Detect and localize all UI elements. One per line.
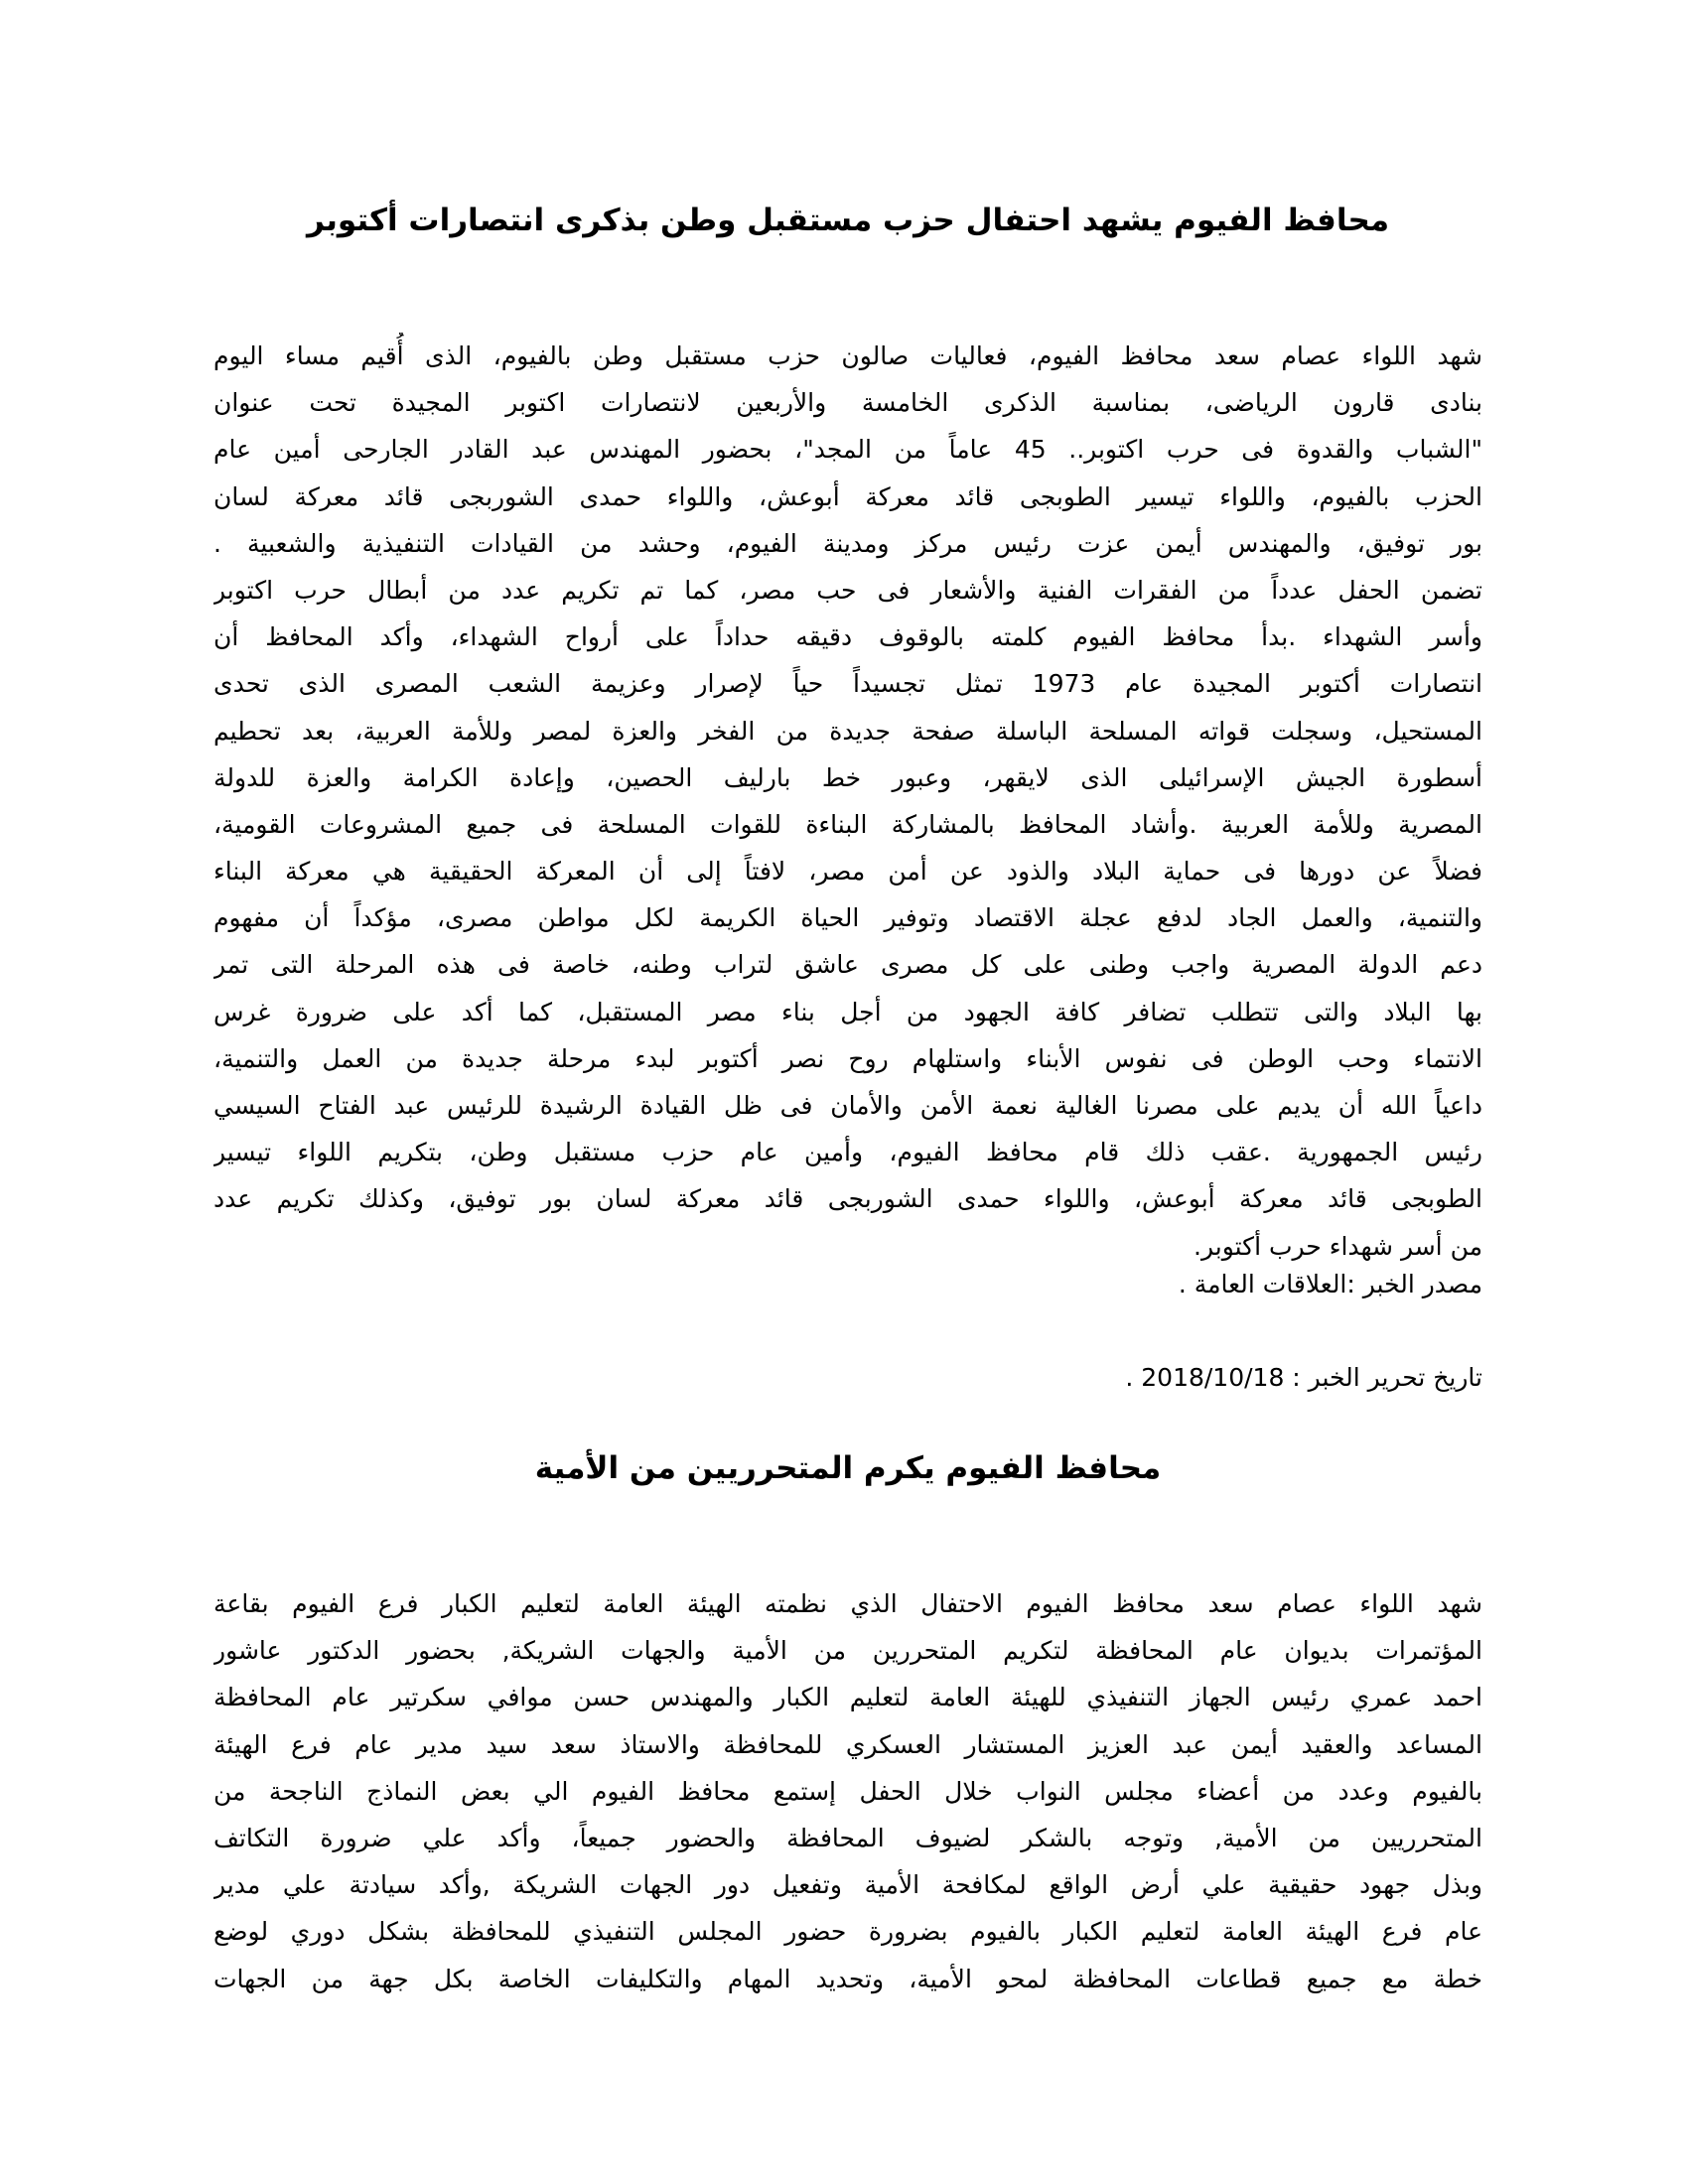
- paragraph-line: والتنمية، والعمل الجاد لدفع عجلة الاقتصاد وتوفير الحياة الكريمة لكل مواطن مصرى، مؤكداً أن مفهوم: [213, 903, 1482, 933]
- article-2-paragraph: [213, 1580, 1482, 2002]
- paragraph-line: أسطورة الجيش الإسرائيلى الذى لايقهر، وعبور خط بارليف الحصين، وإعادة الكرامة والعزة للدولة: [213, 762, 1482, 792]
- article-2-title-block: [213, 1446, 1482, 1490]
- paragraph-line: المؤتمرات بديوان عام المحافظة لتكريم المتحررين من الأمية والجهات الشريكة, بحضور الدكتور عاشور: [213, 1636, 1482, 1666]
- paragraph-line: الحزب بالفيوم، واللواء تيسير الطوبجى قائد معركة أبوعش، واللواء حمدى الشوربجى قائد معركة لسان: [213, 481, 1482, 511]
- article-1-date: تاريخ تحرير الخبر : 2018/10/18 .: [1125, 1363, 1482, 1392]
- paragraph-line: المتحرريين من الأمية, وتوجه بالشكر لضيوف المحافظة والحضور جميعاً، وأكد علي ضرورة التكاتف: [213, 1823, 1482, 1852]
- paragraph-line: رئيس الجمهورية .عقب ذلك قام محافظ الفيوم، وأمين عام حزب مستقبل وطن، بتكريم اللواء تيسير: [213, 1138, 1482, 1167]
- article-1-source-block: [213, 1265, 1482, 1304]
- paragraph-line: تضمن الحفل عدداً من الفقرات الفنية والأشعار فى حب مصر، كما تم تكريم عدد من أبطال حرب اكتوبر: [213, 575, 1482, 605]
- paragraph-line: خطة مع جميع قطاعات المحافظة لمحو الأمية، وتحديد المهام والتكليفات الخاصة بكل جهة من الجهات: [213, 1964, 1482, 1993]
- article-1-source: مصدر الخبر :العلاقات العامة .: [1178, 1270, 1482, 1298]
- paragraph-line: المساعد والعقيد أيمن عبد العزيز المستشار العسكري للمحافظة والاستاذ سعد سيد مدير عام فرع الهيئة: [213, 1729, 1482, 1759]
- article-1-title-block: [213, 199, 1482, 242]
- paragraph-line: بالفيوم وعدد من أعضاء مجلس النواب خلال الحفل إستمع محافظ الفيوم الي بعض النماذج الناجحة من: [213, 1776, 1482, 1806]
- paragraph-line: عام فرع الهيئة العامة لتعليم الكبار بالفيوم بضرورة حضور المجلس التنفيذي للمحافظة بشكل دوري لوضع: [213, 1917, 1482, 1947]
- paragraph-line: الطوبجى قائد معركة أبوعش، واللواء حمدى الشوربجى قائد معركة لسان بور توفيق، وكذلك تكريم عدد: [213, 1184, 1482, 1214]
- paragraph-line: وبذل جهود حقيقية علي أرض الواقع لمكافحة الأمية وتفعيل دور الجهات الشريكة ,وأكد سيادتة علي مدير: [213, 1870, 1482, 1900]
- paragraph-line: وأسر الشهداء .بدأ محافظ الفيوم كلمته بالوقوف دقيقه حداداً على أرواح الشهداء، وأكد المحافظ أن: [213, 622, 1482, 652]
- paragraph-line: بها البلاد والتى تتطلب تضافر كافة الجهود من أجل بناء مصر المستقبل، كما أكد على ضرورة غرس: [213, 997, 1482, 1026]
- article-2-body: [213, 1580, 1482, 2002]
- article-2-title: محافظ الفيوم يكرم المتحرريين من الأمية: [534, 1450, 1162, 1486]
- paragraph-line: دعم الدولة المصرية واجب وطنى على كل مصرى عاشق لتراب وطنه، خاصة فى هذه المرحلة التى تمر: [213, 950, 1482, 980]
- paragraph-line: فضلاً عن دورها فى حماية البلاد والذود عن أمن مصر، لافتاً إلى أن المعركة الحقيقية هي معركة البناء: [213, 857, 1482, 887]
- paragraph-line: انتصارات أكتوبر المجيدة عام 1973 تمثل تجسيداً حياً لإصرار وعزيمة الشعب المصرى الذى تحدى: [213, 669, 1482, 699]
- paragraph-line: من أسر شهداء حرب أكتوبر.: [1194, 1231, 1482, 1261]
- paragraph-line: الانتماء وحب الوطن فى نفوس الأبناء واستلهام روح نصر أكتوبر لبدء مرحلة جديدة من العمل والتنمية،: [213, 1043, 1482, 1073]
- paragraph-line: المصرية وللأمة العربية .وأشاد المحافظ بالمشاركة البناءة للقوات المسلحة فى جميع المشروعات القومية،: [213, 809, 1482, 839]
- paragraph-line: شهد اللواء عصام سعد محافظ الفيوم الاحتفال الذي نظمته الهيئة العامة لتعليم الكبار فرع الفيوم بقاعة: [213, 1589, 1482, 1618]
- paragraph-line: "الشباب والقدوة فى حرب اكتوبر.. 45 عاماً من المجد"، بحضور المهندس عبد القادر الجارحى أمين عام: [213, 435, 1482, 465]
- paragraph-line: شهد اللواء عصام سعد محافظ الفيوم، فعاليات صالون حزب مستقبل وطن بالفيوم، الذى أُقيم مساء اليوم: [213, 341, 1482, 370]
- article-1-paragraph: [213, 333, 1482, 1270]
- paragraph-line: المستحيل، وسجلت قواته المسلحة الباسلة صفحة جديدة من الفخر والعزة لمصر وللأمة العربية، بعد تحطيم: [213, 716, 1482, 746]
- article-1-date-block: [213, 1358, 1482, 1398]
- paragraph-line: بنادى قارون الرياضى، بمناسبة الذكرى الخامسة والأربعين لانتصارات اكتوبر المجيدة تحت عنوان: [213, 388, 1482, 418]
- paragraph-line: داعياً الله أن يديم على مصرنا الغالية نعمة الأمن والأمان فى ظل القيادة الرشيدة للرئيس عبد الفتاح السيسي: [213, 1091, 1482, 1120]
- paragraph-line: احمد عمري رئيس الجهاز التنفيذي للهيئة العامة لتعليم الكبار والمهندس حسن موافي سكرتير عام المحافظة: [213, 1683, 1482, 1712]
- article-1-title: محافظ الفيوم يشهد احتفال حزب مستقبل وطن بذكرى انتصارات أكتوبر: [306, 203, 1390, 238]
- paragraph-line: بور توفيق، والمهندس أيمن عزت رئيس مركز ومدينة الفيوم، وحشد من القيادات التنفيذية والشعبية .: [213, 528, 1482, 558]
- article-1-body: [213, 333, 1482, 1270]
